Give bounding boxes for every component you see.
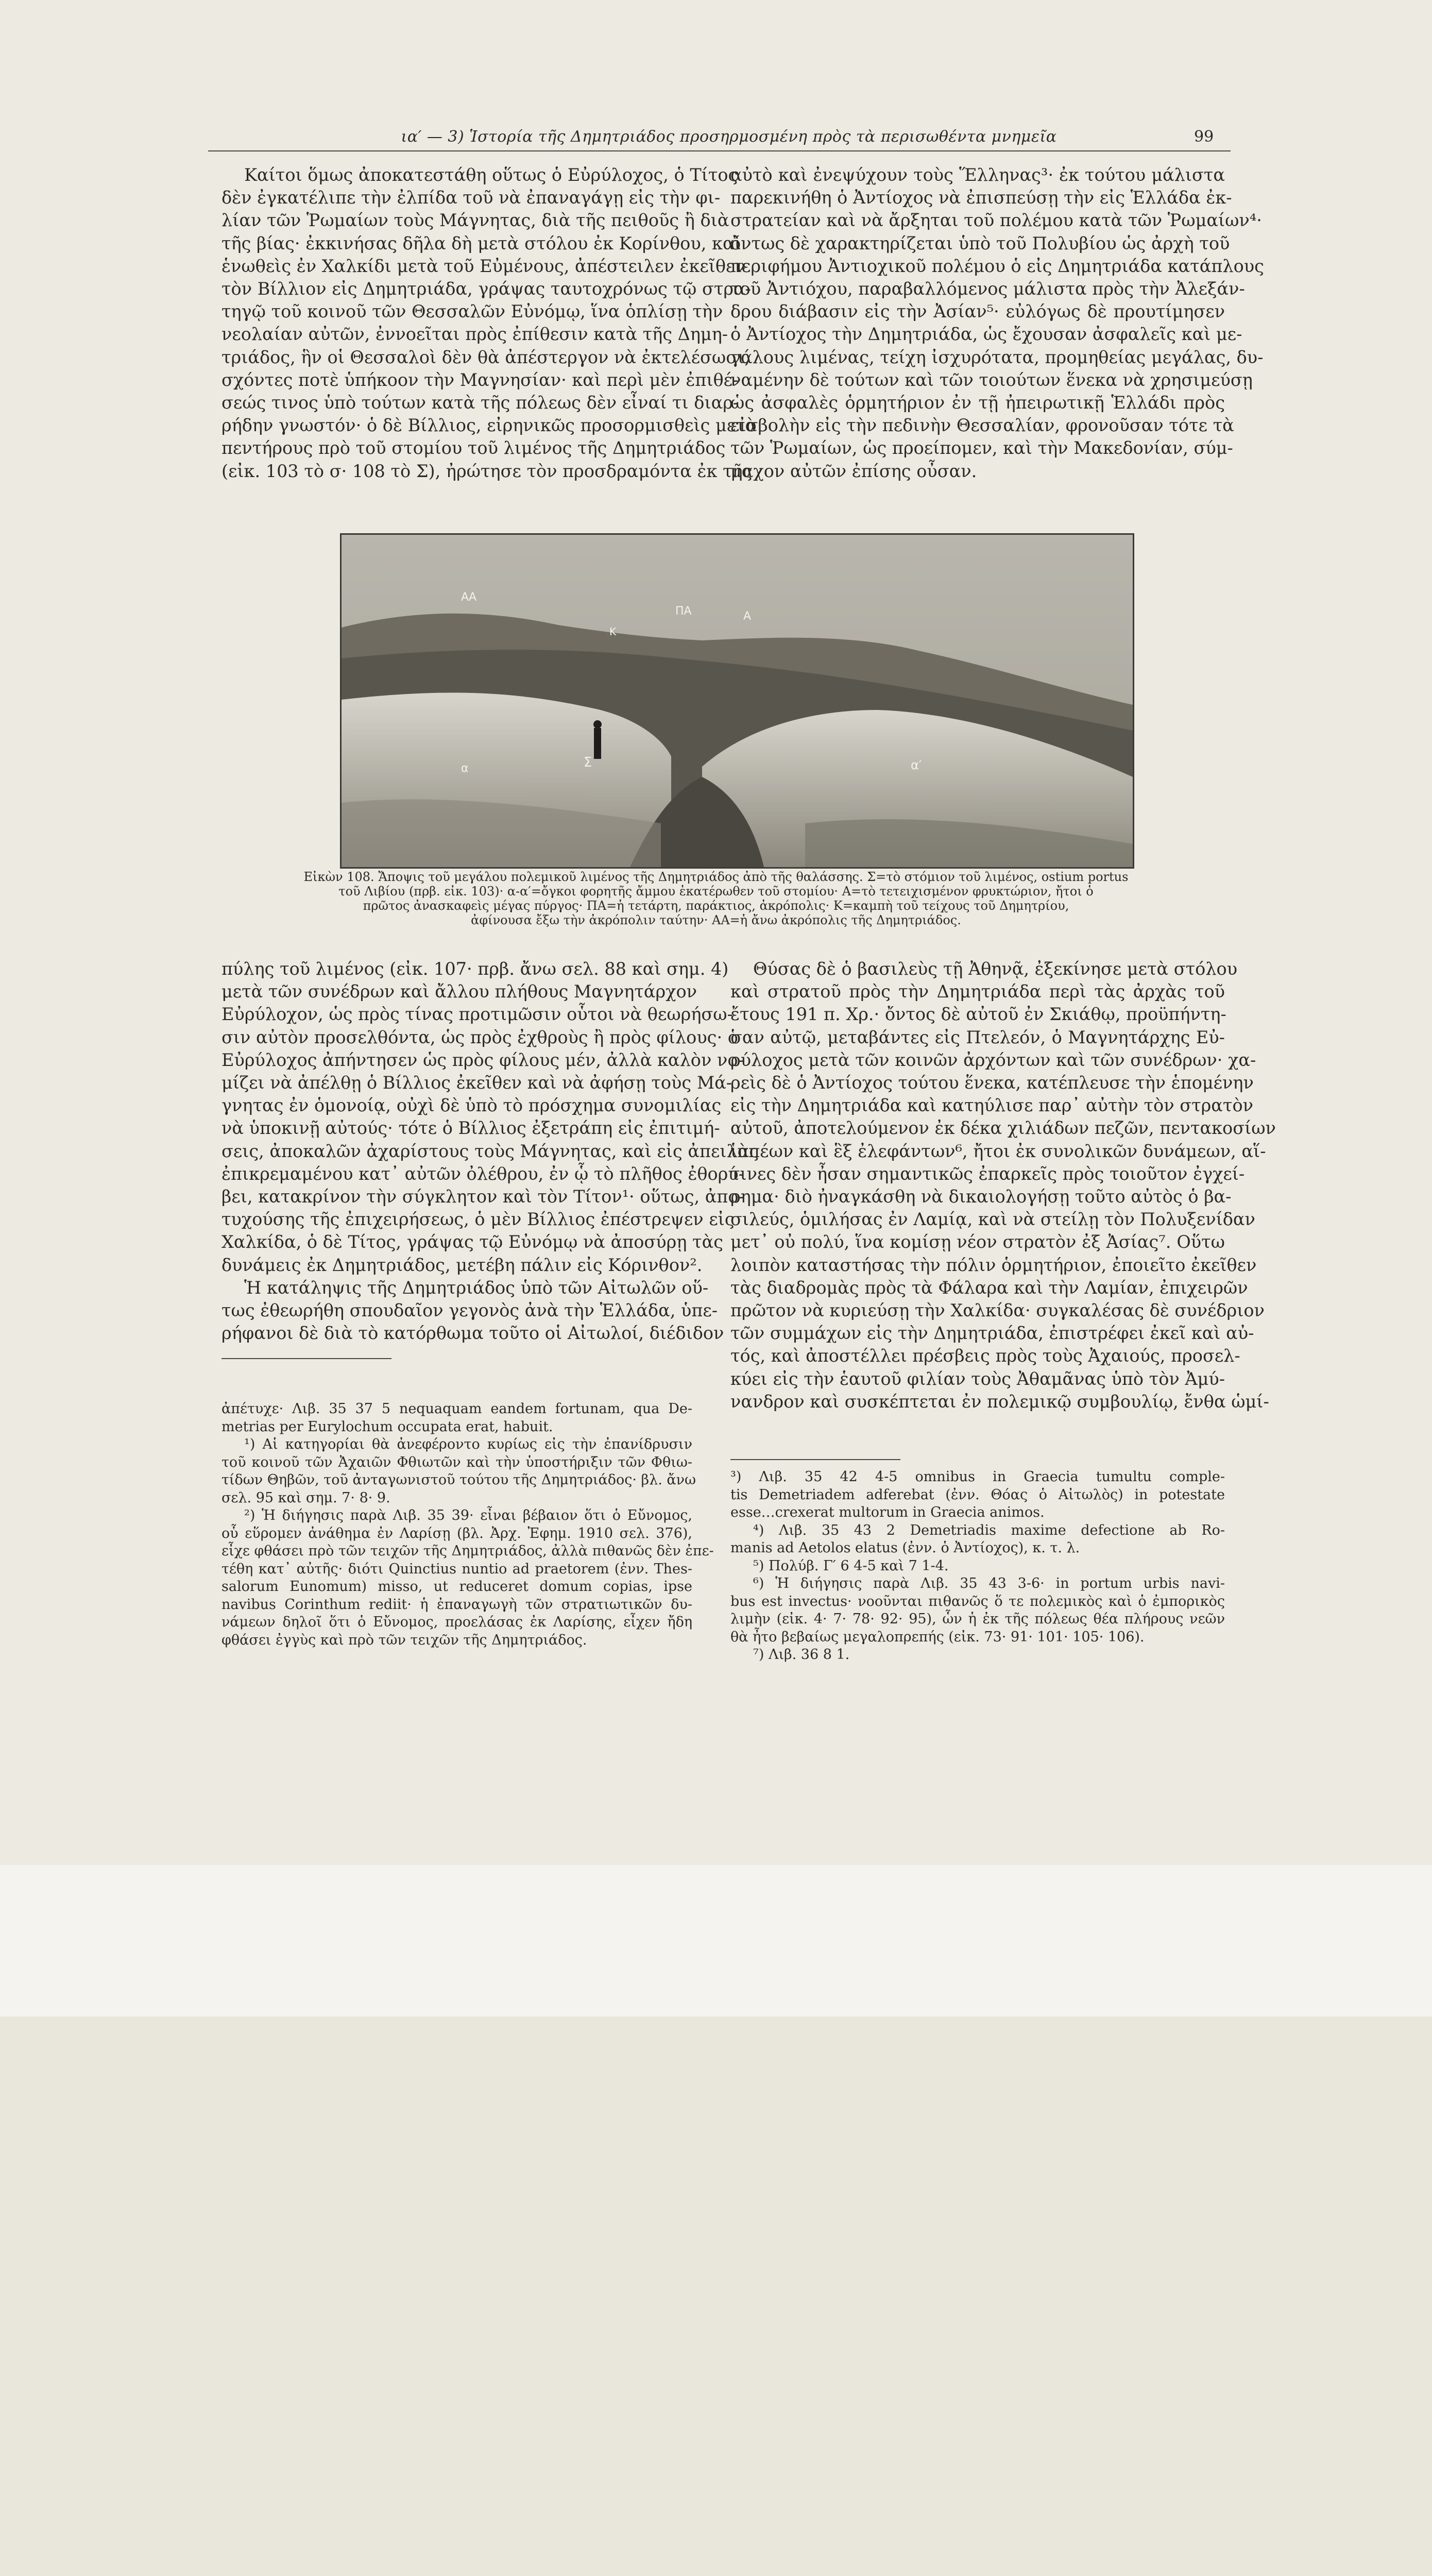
text-line: Θύσας δὲ ὁ βασιλεὺς τῇ Ἀθηνᾷ, ἐξεκίνησε μετὰ στόλου xyxy=(753,959,1238,979)
text-line: ἑνωθεὶς ἐν Χαλκίδι μετὰ τοῦ Εὐμένους, ἀπέστειλεν ἐκεῖθεν xyxy=(221,256,745,276)
text-line: ὡς ἀσφαλὲς ὁρμητήριον ἐν τῇ ἠπειρωτικῇ Ἑλλάδι πρὸς xyxy=(730,393,1225,413)
footnote-line: τέθη κατ᾽ αὐτῆς· διότι Quinctius nuntio ad praetorem (ἐνν. Thes- xyxy=(221,1561,692,1577)
footnote-line: τίδων Θηβῶν, τοῦ ἀνταγωνιστοῦ τούτου τῆς Δημητριάδος· βλ. ἄνω xyxy=(221,1472,696,1488)
right-column-bottom xyxy=(730,958,1276,1413)
text-line: ἔτους 191 π. Χρ.· ὄντος δὲ αὐτοῦ ἐν Σκιάθῳ, προϋπήντη- xyxy=(730,1004,1226,1025)
footnote-line: οὗ εὕρομεν ἀνάθημα ἐν Λαρίσῃ (βλ. Ἀρχ. Ἐφημ. 1910 σελ. 376), xyxy=(221,1525,692,1541)
footnote-line: νάμεων δηλοῖ ὅτι ὁ Εὔνομος, προελάσας ἐκ Λαρίσης, εἶχεν ἤδη xyxy=(221,1614,692,1630)
text-line: ἐπικρεμαμένου κατ᾽ αὐτῶν ὀλέθρου, ἐν ᾧ τὸ πλῆθος ἐθορύ- xyxy=(221,1163,745,1184)
label-pa: ΠΑ xyxy=(675,605,692,618)
harbor-photograph xyxy=(340,533,1134,869)
text-line: νεολαίαν αὐτῶν, ἐννοεῖται πρὸς ἐπίθεσιν κατὰ τῆς Δημη- xyxy=(221,324,728,345)
left-footnotes xyxy=(221,1400,714,1649)
text-line: τῆς βίας· ἐκκινήσας δῆλα δὴ μετὰ στόλου ἐκ Κορίνθου, καὶ xyxy=(221,233,741,253)
footnote-line: τοῦ κοινοῦ τῶν Ἀχαιῶν Φθιωτῶν καὶ τὴν ὑποστήριξιν τῶν Φθιω- xyxy=(221,1454,692,1470)
text-line: σαν αὐτῷ, μεταβάντες εἰς Πτελεόν, ὁ Μαγνητάρχης Εὐ- xyxy=(730,1027,1225,1047)
footnote-line: bus est invectus· νοοῦνται πιθανῶς ὅ τε πολεμικὸς καὶ ὁ ἐμπορικὸς xyxy=(730,1593,1225,1609)
running-header: ια′ — 3) Ἱστορία τῆς Δημητριάδος προσηρμοσμένη πρὸς τὰ περισωθέντα μνημεῖα xyxy=(401,128,1057,146)
right-column-top xyxy=(730,164,1264,483)
text-line: αὐτὸ καὶ ἐνεψύχουν τοὺς Ἕλληνας³· ἐκ τούτου μάλιστα xyxy=(730,165,1225,185)
text-line: δυνάμεις ἐκ Δημητριάδος, μετέβη πάλιν εἰς Κόρινθον². xyxy=(221,1255,703,1275)
text-line: ὁ Ἀντίοχος τὴν Δημητριάδα, ὡς ἔχουσαν ἀσφαλεῖς καὶ με- xyxy=(730,324,1242,345)
caption-line: τοῦ Λιβίου (πρβ. εἰκ. 103)· α-α′=ὄγκοι φορητῆς ἄμμου ἑκατέρωθεν τοῦ στομίου· Α=τὸ τετειχισμένον φρυκτώριον, ἤτοι ὁ xyxy=(338,884,1094,899)
text-line: λίαν τῶν Ῥωμαίων τοὺς Μάγνητας, διὰ τῆς πειθοῦς ἢ διὰ xyxy=(221,210,729,231)
footnote-line: λιμὴν (εἰκ. 4· 7· 78· 92· 95), ὧν ἡ ἐκ τῆς πόλεως θέα πλήρους νεῶν xyxy=(730,1611,1225,1627)
footnote-line: εἶχε φθάσει πρὸ τῶν τειχῶν τῆς Δημητριάδος, ἀλλὰ πιθανῶς δὲν ἐπε- xyxy=(221,1543,714,1559)
footnote-line: ⁴) Λιβ. 35 43 2 Demetriadis maxime defectione ab Ro- xyxy=(753,1522,1225,1538)
text-line: τῶν Ῥωμαίων, ὡς προείπομεν, καὶ τὴν Μακεδονίαν, σύμ- xyxy=(730,438,1233,459)
text-line: ρύλοχος μετὰ τῶν κοινῶν ἀρχόντων καὶ τῶν συνέδρων· χα- xyxy=(730,1049,1256,1070)
label-sigma: Σ xyxy=(584,755,592,770)
text-line: μίζει νὰ ἀπέλθῃ ὁ Βίλλιος ἐκεῖθεν καὶ νὰ ἀφήσῃ τοὺς Μά- xyxy=(221,1073,732,1093)
text-line: κύει εἰς τὴν ἑαυτοῦ φιλίαν τοὺς Ἀθαμᾶνας ὑπὸ τὸν Ἀμύ- xyxy=(730,1368,1225,1389)
text-line: ρημα· διὸ ἠναγκάσθη νὰ δικαιολογήσῃ τοῦτο αὐτὸς ὁ βα- xyxy=(730,1187,1232,1207)
footnote-line: φθάσει ἐγγὺς καὶ πρὸ τῶν τειχῶν τῆς Δημητριάδος. xyxy=(221,1632,587,1648)
text-line: σιν αὐτὸν προσελθόντα, ὡς πρὸς ἐχθροὺς ἢ πρὸς φίλους· ὁ xyxy=(221,1027,738,1047)
label-alpha: α xyxy=(461,762,469,775)
text-line: καὶ στρατοῦ πρὸς τὴν Δημητριάδα περὶ τὰς ἀρχὰς τοῦ xyxy=(730,981,1225,1002)
text-line: γάλους λιμένας, τείχη ἰσχυρότατα, προμηθείας μεγάλας, δυ- xyxy=(730,347,1264,367)
footnote-line: metrias per Eurylochum occupata erat, habuit. xyxy=(221,1418,553,1435)
footnote-line: ³) Λιβ. 35 42 4-5 omnibus in Graecia tumultu comple- xyxy=(730,1469,1225,1485)
footer-bar xyxy=(0,1865,1432,2016)
text-line: τός, καὶ ἀποστέλλει πρέσβεις πρὸς τοὺς Ἀχαιούς, προσελ- xyxy=(730,1346,1240,1366)
left-column-top xyxy=(221,164,757,483)
text-line: εἰσβολὴν εἰς τὴν πεδινὴν Θεσσαλίαν, φρονοῦσαν τότε τὰ xyxy=(730,415,1234,436)
text-line: ρήφανοι δὲ διὰ τὸ κατόρθωμα τοῦτο οἱ Αἰτωλοί, διέδιδον xyxy=(221,1323,724,1344)
text-line: ρεὶς δὲ ὁ Ἀντίοχος τούτου ἕνεκα, κατέπλευσε τὴν ἑπομένην xyxy=(730,1073,1254,1093)
footnote-line: salorum Eunomum) misso, ut reduceret domum copias, ipse xyxy=(221,1579,692,1595)
caption-line: πρῶτος ἀνασκαφεὶς μέγας πύργος· ΠΑ=ἡ τετάρτη, παράκτιος, ἀκρόπολις· Κ=καμπὴ τοῦ τείχους τοῦ Δημητρίου, xyxy=(363,899,1069,913)
text-line: σεώς τινος ὑπὸ τούτων κατὰ τῆς πόλεως δὲν εἶναί τι διαρ- xyxy=(221,393,739,413)
caption-line: ἀφίνουσα ἔξω τὴν ἀκρόπολιν ταύτην· ΑΑ=ἡ ἄνω ἀκρόπολις τῆς Δημητριάδος. xyxy=(471,913,961,927)
text-line: δρου διάβασιν εἰς τὴν Ἀσίαν⁵· εὐλόγως δὲ προυτίμησεν xyxy=(730,301,1225,322)
label-aa: ΑΑ xyxy=(461,591,477,604)
footnote-line: ⁷) Λιβ. 36 8 1. xyxy=(753,1647,850,1663)
header-rule xyxy=(208,150,1231,151)
footnote-line: ¹) Αἱ κατηγορίαι θὰ ἀνεφέροντο κυρίως εἰς τὴν ἐπανίδρυσιν xyxy=(244,1436,692,1452)
caption-line: Εἰκὼν 108. Ἄποψις τοῦ μεγάλου πολεμικοῦ λιμένος τῆς Δημητριάδος ἀπὸ τῆς θαλάσσης. Σ=τὸ στόμιον τοῦ λιμένος, ostium portus xyxy=(303,870,1129,884)
text-line: σεις, ἀποκαλῶν ἀχαρίστους τοὺς Μάγνητας, καὶ εἰς ἀπειλὰς xyxy=(221,1141,759,1161)
text-line: πρῶτον νὰ κυριεύσῃ τὴν Χαλκίδα· συγκαλέσας δὲ συνέδριον xyxy=(730,1300,1265,1321)
text-line: γνητας ἐν ὁμονοίᾳ, οὐχὶ δὲ ὑπὸ τὸ πρόσχημα συνομιλίας xyxy=(221,1095,722,1116)
left-footnote-rule xyxy=(221,1358,391,1359)
footnote-line: manis ad Aetolos elatus (ἐνν. ὁ Ἀντίοχος), κ. τ. λ. xyxy=(730,1540,1080,1556)
text-line: τως ἐθεωρήθη σπουδαῖον γεγονὸς ἀνὰ τὴν Ἑλλάδα, ὑπε- xyxy=(221,1300,718,1321)
text-line: ἱππέων καὶ ἓξ ἐλεφάντων⁶, ἤτοι ἐκ συνολικῶν δυνάμεων, αἵ- xyxy=(730,1141,1266,1161)
text-line: νανδρον καὶ συσκέπτεται ἐν πολεμικῷ συμβουλίῳ, ἔνθα ὡμί- xyxy=(730,1391,1269,1412)
label-k: Κ xyxy=(609,625,617,638)
text-line: τὰς διαδρομὰς πρὸς τὰ Φάλαρα καὶ τὴν Λαμίαν, ἐπιχειρῶν xyxy=(730,1277,1248,1298)
text-line: τῶν συμμάχων εἰς τὴν Δημητριάδα, ἐπιστρέφει ἐκεῖ καὶ αὐ- xyxy=(730,1323,1254,1344)
text-line: ρήδην γνωστόν· ὁ δὲ Βίλλιος, εἰρηνικῶς προσορμισθεὶς μετὰ xyxy=(221,415,757,436)
text-line: σιλεύς, ὁμιλήσας ἐν Λαμίᾳ, καὶ νὰ στείλῃ τὸν Πολυξενίδαν xyxy=(730,1209,1255,1230)
text-line: τυχούσης τῆς ἐπιχειρήσεως, ὁ μὲν Βίλλιος ἐπέστρεψεν εἰς xyxy=(221,1209,735,1230)
text-line: λοιπὸν καταστήσας τὴν πόλιν ὁρμητήριον, ἐποιεῖτο ἐκεῖθεν xyxy=(730,1255,1257,1275)
text-line: Ἡ κατάληψις τῆς Δημητριάδος ὑπὸ τῶν Αἰτωλῶν οὕ- xyxy=(244,1277,709,1298)
text-line: τριάδος, ἣν οἱ Θεσσαλοὶ δὲν θὰ ἀπέστεργον νὰ ἐκτελέσωσι, xyxy=(221,347,750,367)
text-line: δὲν ἐγκατέλιπε τὴν ἐλπίδα τοῦ νὰ ἐπαναγάγῃ εἰς τὴν φι- xyxy=(221,188,721,208)
footnote-line: esse…crexerat multorum in Graecia animos. xyxy=(730,1504,1045,1520)
text-line: Εὐρύλοχος ἀπήντησεν ὡς πρὸς φίλους μέν, ἀλλὰ καλὸν νο- xyxy=(221,1049,744,1070)
footnote-line: navibus Corinthum rediit· ἡ ἐπαναγωγὴ τῶν στρατιωτικῶν δυ- xyxy=(221,1596,692,1613)
text-line: Εὐρύλοχον, ὡς πρὸς τίνας προτιμῶσιν οὗτοι νὰ θεωρήσω- xyxy=(221,1004,733,1025)
figure-caption xyxy=(268,870,1164,927)
text-line: ὄντως δὲ χαρακτηρίζεται ὑπὸ τοῦ Πολυβίου ὡς ἀρχὴ τοῦ xyxy=(730,233,1230,253)
text-line: ναμένην δὲ τούτων καὶ τῶν τοιούτων ἕνεκα νὰ χρησιμεύσῃ xyxy=(730,369,1253,390)
text-line: τὸν Βίλλιον εἰς Δημητριάδα, γράψας ταυτοχρόνως τῷ στρα- xyxy=(221,279,751,299)
text-line: τοῦ Ἀντιόχου, παραβαλλόμενος μάλιστα πρὸς τὴν Ἀλεξάν- xyxy=(730,279,1245,299)
harbor-photo-drawing xyxy=(342,535,1133,867)
footnote-line: ²) Ἡ διήγησις παρὰ Λιβ. 35 39· εἶναι βέβαιον ὅτι ὁ Εὔνομος, xyxy=(244,1507,692,1523)
text-line: βει, κατακρίνον τὴν σύγκλητον καὶ τὸν Τίτον¹· οὕτως, ἀπο- xyxy=(221,1187,744,1207)
footnote-line: ⁵) Πολύβ. Γ′ 6 4-5 καὶ 7 1-4. xyxy=(753,1557,949,1574)
text-line: (εἰκ. 103 τὸ σ· 108 τὸ Σ), ἠρώτησε τὸν προσδραμόντα ἐκ τῆς xyxy=(221,461,753,481)
text-line: πεντήρους πρὸ τοῦ στομίου τοῦ λιμένος τῆς Δημητριάδος xyxy=(221,438,726,459)
text-line: σχόντες ποτὲ ὑπήκοον τὴν Μαγνησίαν· καὶ περὶ μὲν ἐπιθέ- xyxy=(221,369,739,390)
right-footnote-rule xyxy=(730,1459,900,1460)
label-alpha-prime: α′ xyxy=(911,758,922,772)
right-footnotes xyxy=(730,1468,1225,1664)
text-line: μαχον αὐτῶν ἐπίσης οὖσαν. xyxy=(730,461,977,481)
footnote-line: ⁶) Ἡ διήγησις παρὰ Λιβ. 35 43 3-6· in portum urbis navi- xyxy=(753,1575,1225,1591)
text-line: παρεκινήθη ὁ Ἀντίοχος νὰ ἐπισπεύσῃ τὴν εἰς Ἑλλάδα ἐκ- xyxy=(730,188,1232,208)
footnote-line: tis Demetriadem adferebat (ἐνν. Θόας ὁ Αἰτωλὸς) in potestate xyxy=(730,1486,1225,1503)
text-line: μετ᾽ οὐ πολύ, ἵνα κομίσῃ νέον στρατὸν ἐξ Ἀσίας⁷. Οὕτω xyxy=(730,1232,1225,1252)
text-line: μετὰ τῶν συνέδρων καὶ ἄλλου πλήθους Μαγνητάρχον xyxy=(221,981,697,1002)
footnote-line: θὰ ἦτο βεβαίως μεγαλοπρεπής (εἰκ. 73· 91· 101· 105· 106). xyxy=(730,1629,1145,1645)
text-line: εἰς τὴν Δημητριάδα καὶ κατηύλισε παρ᾽ αὐτὴν τὸν στρατὸν xyxy=(730,1095,1253,1116)
text-line: αὐτοῦ, ἀποτελούμενον ἐκ δέκα χιλιάδων πεζῶν, πεντακοσίων xyxy=(730,1118,1276,1139)
text-line: πύλης τοῦ λιμένος (εἰκ. 107· πρβ. ἄνω σελ. 88 καὶ σημ. 4) xyxy=(221,959,729,979)
text-line: τηγῷ τοῦ κοινοῦ τῶν Θεσσαλῶν Εὐνόμῳ, ἵνα ὁπλίσῃ τὴν xyxy=(221,301,723,322)
text-line: νὰ ὑποκινῇ αὐτούς· τότε ὁ Βίλλιος ἐξετράπη εἰς ἐπιτιμή- xyxy=(221,1118,720,1139)
label-a: Α xyxy=(743,610,752,623)
text-line: περιφήμου Ἀντιοχικοῦ πολέμου ὁ εἰς Δημητριάδα κατάπλους xyxy=(730,256,1264,276)
footnote-line: ἀπέτυχε· Λιβ. 35 37 5 nequaquam eandem fortunam, qua De- xyxy=(221,1401,692,1417)
footnote-line: σελ. 95 καὶ σημ. 7· 8· 9. xyxy=(221,1489,390,1506)
left-column-bottom xyxy=(221,958,759,1345)
text-line: Καίτοι ὅμως ἀποκατεστάθη οὕτως ὁ Εὐρύλοχος, ὁ Τίτος xyxy=(244,165,738,185)
text-line: Χαλκίδα, ὁ δὲ Τίτος, γράψας τῷ Εὐνόμῳ νὰ ἀποσύρῃ τὰς xyxy=(221,1232,723,1252)
text-line: στρατείαν καὶ νὰ ἄρξηται τοῦ πολέμου κατὰ τῶν Ῥωμαίων⁴· xyxy=(730,210,1262,231)
text-line: τινες δὲν ἦσαν σημαντικῶς ἐπαρκεῖς πρὸς τοιοῦτον ἐγχεί- xyxy=(730,1163,1245,1184)
page-number: 99 xyxy=(1194,128,1214,146)
